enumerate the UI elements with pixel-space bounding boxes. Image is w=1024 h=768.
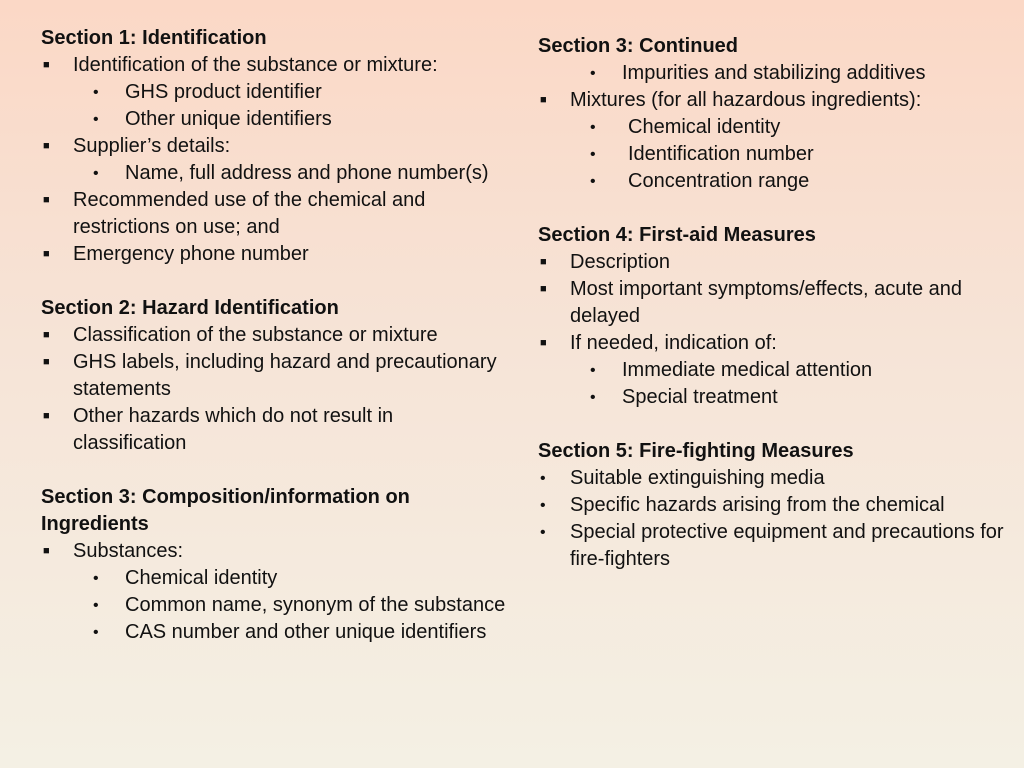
section-5	[538, 438, 1008, 573]
list-item: • Impurities and stabilizing additives	[538, 60, 1008, 87]
square-bullet-icon: ■	[43, 59, 50, 71]
square-bullet-icon: ■	[540, 337, 547, 349]
list-item: • Immediate medical attention	[538, 357, 1008, 384]
list-item: ■ Supplier’s details:	[41, 133, 511, 160]
square-bullet-icon: ■	[43, 140, 50, 152]
square-bullet-icon: ■	[43, 194, 50, 206]
list-item: ■ Other hazards which do not result in classification	[43, 405, 394, 454]
list-item: • Other unique identifiers	[41, 106, 511, 133]
square-bullet-icon: ■	[540, 283, 547, 295]
square-bullet-icon: ■	[43, 329, 50, 341]
section-heading: Section 4: First-aid Measures	[538, 224, 816, 246]
dot-bullet-icon: •	[590, 65, 596, 82]
dot-bullet-icon: •	[93, 570, 99, 587]
square-bullet-icon: ■	[43, 356, 50, 368]
right-column	[538, 33, 1008, 600]
list-item: • GHS product identifier	[41, 79, 511, 106]
list-item: ■ GHS labels, including hazard and precautionary statements	[43, 351, 497, 400]
list-item: ■ Most important symptoms/effects, acute and delayed	[540, 278, 963, 327]
dot-bullet-icon: •	[540, 497, 546, 514]
section-heading: Section 3: Continued	[538, 35, 738, 57]
section-3-continued	[538, 33, 1008, 195]
list-item: • Suitable extinguishing media	[538, 465, 1008, 492]
list-item: • Chemical identity	[41, 565, 511, 592]
list-item: ■ Identification of the substance or mixture:	[41, 52, 511, 79]
list-item: ■ Recommended use of the chemical and restrictions on use; and	[43, 189, 426, 238]
square-bullet-icon: ■	[43, 545, 50, 557]
list-item: ■ Description	[538, 249, 1008, 276]
dot-bullet-icon: •	[93, 84, 99, 101]
list-item: ■ Classification of the substance or mixture	[41, 322, 511, 349]
dot-bullet-icon: •	[93, 111, 99, 128]
list-item: • Chemical identity	[538, 114, 1008, 141]
list-item: ■ If needed, indication of:	[538, 330, 1008, 357]
dot-bullet-icon: •	[590, 389, 596, 406]
dot-bullet-icon: •	[590, 173, 596, 190]
dot-bullet-icon: •	[93, 165, 99, 182]
dot-bullet-icon: •	[590, 119, 596, 136]
list-item: ■ Emergency phone number	[41, 241, 511, 268]
square-bullet-icon: ■	[43, 410, 50, 422]
dot-bullet-icon: •	[540, 470, 546, 487]
section-4	[538, 222, 1008, 411]
list-item: • Special protective equipment and precautions for fire-fighters	[540, 521, 1004, 570]
left-column	[41, 25, 511, 673]
dot-bullet-icon: •	[93, 624, 99, 641]
section-heading: Section 5: Fire-fighting Measures	[538, 440, 854, 462]
dot-bullet-icon: •	[93, 597, 99, 614]
square-bullet-icon: ■	[43, 248, 50, 260]
list-item: • Concentration range	[538, 168, 1008, 195]
list-item: • Specific hazards arising from the chemical	[538, 492, 1008, 519]
list-item: ■ Substances:	[41, 538, 511, 565]
list-item: ■ Mixtures (for all hazardous ingredients):	[538, 87, 1008, 114]
list-item: • CAS number and other unique identifiers	[41, 619, 511, 646]
list-item: • Name, full address and phone number(s)	[41, 160, 511, 187]
section-3	[41, 484, 511, 646]
square-bullet-icon: ■	[540, 94, 547, 106]
section-heading: Section 2: Hazard Identification	[41, 297, 339, 319]
dot-bullet-icon: •	[540, 524, 546, 541]
dot-bullet-icon: •	[590, 146, 596, 163]
list-item: • Common name, synonym of the substance	[41, 592, 511, 619]
dot-bullet-icon: •	[590, 362, 596, 379]
section-2	[41, 295, 511, 457]
square-bullet-icon: ■	[540, 256, 547, 268]
section-heading: Section 1: Identification	[41, 27, 267, 49]
section-1	[41, 25, 511, 268]
list-item: • Identification number	[538, 141, 1008, 168]
list-item: • Special treatment	[538, 384, 1008, 411]
section-heading: Section 3: Composition/information on Ingredients	[41, 486, 410, 535]
